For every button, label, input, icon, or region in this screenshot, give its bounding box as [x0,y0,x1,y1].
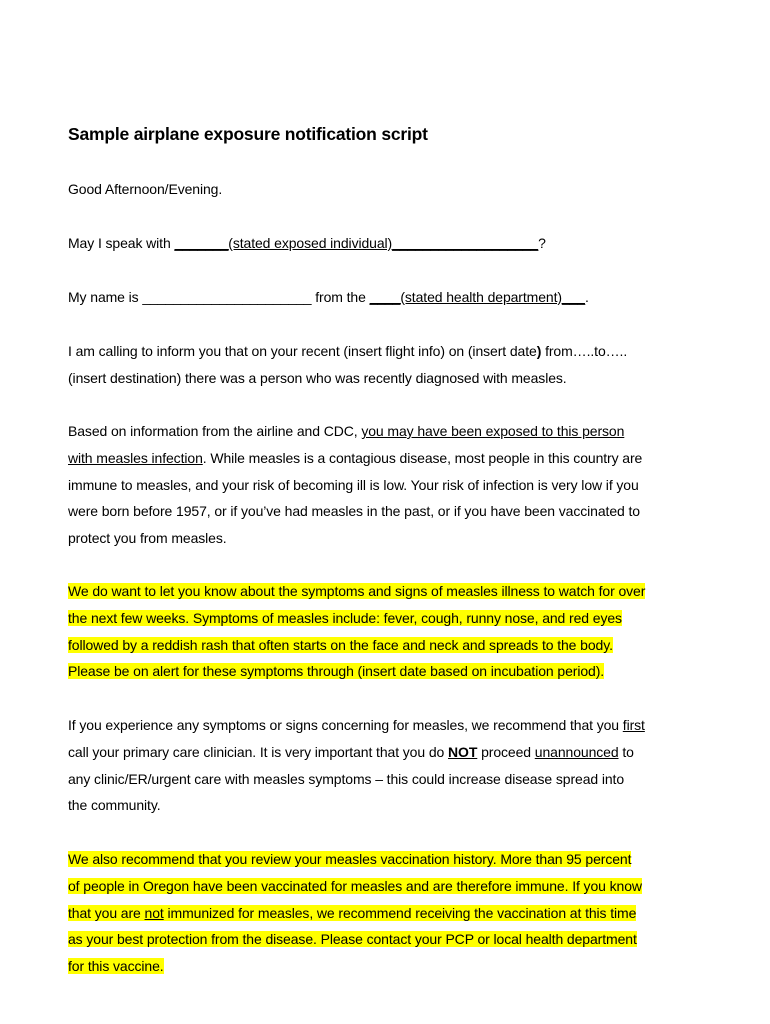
health-department-field: (stated health department) [400,289,562,305]
greeting-paragraph: Good Afternoon/Evening. [68,181,223,197]
speak-suffix: ? [538,235,546,251]
vaccine-paragraph [68,846,708,980]
based-rest-4: protect you from measles. [68,530,227,547]
not-immunized-word: not [144,904,164,921]
based-on-paragraph [68,418,708,552]
experience-line-2-end: to [618,743,634,760]
calling-line-1: I am calling to inform you that on your recent (insert flight info) on (insert date [68,343,537,359]
document-title: Sample airplane exposure notification script [68,124,428,144]
symptoms-line-4: Please be on alert for these symptoms through (insert date based on incubation period). [68,663,605,680]
not-emphasis: NOT [448,743,478,760]
experience-paragraph [68,712,708,819]
vaccine-line-5: for this vaccine. [68,958,164,975]
symptoms-line-2: the next few weeks. Symptoms of measles include: fever, cough, runny nose, and red eyes [68,609,622,626]
calling-paragraph [68,338,708,392]
vaccine-line-2: of people in Oregon have been vaccinated for measles and are therefore immune. If you know [68,877,642,894]
based-intro: Based on information from the airline and CDC, [68,423,362,439]
calling-bold-paren: ) [536,343,542,359]
exposure-statement-2: with measles infection [68,449,203,466]
vaccine-line-3-post: immunized for measles, we recommend receiving the vaccination at this time [163,904,637,921]
name-blank-before: ____ [369,289,401,305]
calling-line-2: (insert destination) there was a person who was recently diagnosed with measles. [68,369,567,386]
speak-blank-after: ___________________ [392,235,539,251]
vaccine-line-3-pre: that you are [68,904,145,921]
name-prefix: My name is ______________________ from the [68,289,370,305]
symptoms-paragraph [68,578,708,685]
exposure-statement-1: you may have been exposed to this person [361,423,625,439]
name-suffix: . [585,289,589,305]
vaccine-line-4: as your best protection from the disease. Please contact your PCP or local health department [68,931,637,948]
experience-line-2-mid: proceed [477,743,535,760]
experience-line-2: call your primary care clinician. It is very important that you do [68,743,449,760]
speak-prefix: May I speak with [68,235,175,251]
first-word: first [622,717,645,733]
exposed-individual-field: (stated exposed individual) [228,235,393,251]
based-rest-1: . While measles is a contagious disease, most people in this country are [202,449,643,466]
experience-line-1: If you experience any symptoms or signs concerning for measles, we recommend that you [68,717,623,733]
vaccine-line-1: We also recommend that you review your measles vaccination history. More than 95 percent [68,851,632,867]
symptoms-line-1: We do want to let you know about the symptoms and signs of measles illness to watch for over [68,583,646,599]
symptoms-line-3: followed by a reddish rash that often starts on the face and neck and spreads to the body. [68,636,613,653]
experience-line-4: the community. [68,797,161,814]
speak-with-line [68,230,708,257]
unannounced-word: unannounced [534,743,619,760]
my-name-line [68,284,708,311]
based-rest-3: were born before 1957, or if you’ve had measles in the past, or if you have been vaccinated to [68,503,640,520]
experience-line-3: any clinic/ER/urgent care with measles symptoms – this could increase disease spread into [68,770,625,787]
name-blank-after: ___ [561,289,586,305]
speak-blank-before: _______ [174,235,229,251]
based-rest-2: immune to measles, and your risk of becoming ill is low. Your risk of infection is very low if you [68,476,639,493]
calling-line-1-end: from…..to….. [541,343,628,359]
